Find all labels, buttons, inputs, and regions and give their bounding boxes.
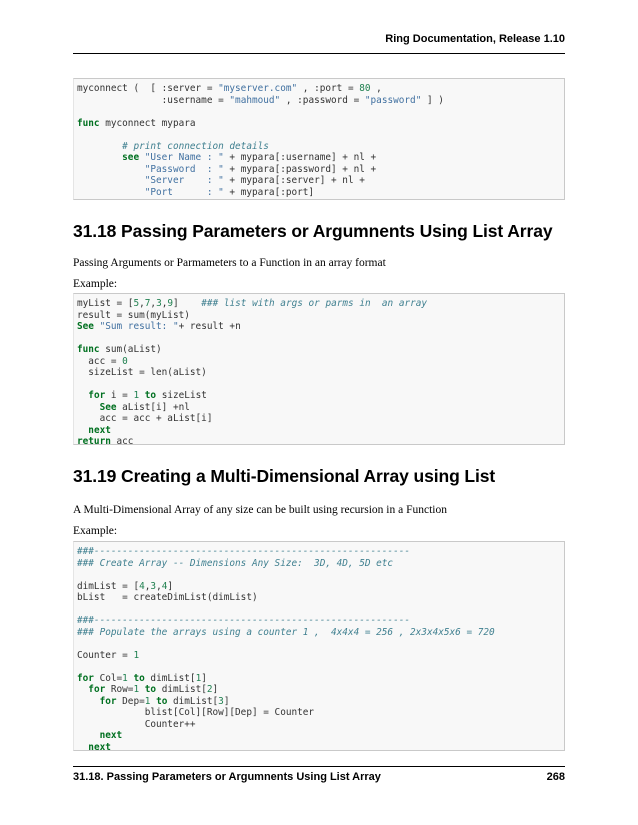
code-token: to: [144, 390, 157, 401]
code-token: for: [88, 390, 106, 401]
code-line: [77, 436, 133, 445]
code-token: See: [99, 401, 117, 413]
code-token: sizeList = len(aList): [77, 367, 207, 378]
code-line: [77, 118, 196, 129]
section-31-19-example-label: Example:: [73, 525, 118, 537]
code-line: [77, 83, 382, 94]
code-token: acc = acc + aList[i]: [77, 413, 213, 424]
code-line: [77, 650, 139, 661]
code-token: to: [144, 684, 157, 695]
code-token: ###--------------------------------------------------------: [77, 546, 411, 557]
code-line: [77, 298, 427, 309]
code-line: [77, 402, 190, 413]
code-token: ]: [201, 672, 207, 684]
code-token: 7: [144, 298, 151, 309]
code-token: [77, 402, 100, 413]
code-line: [77, 95, 444, 106]
code-token: result = sum(myList): [77, 309, 190, 321]
code-token: 1: [144, 695, 151, 707]
code-token: "myserver.com": [218, 83, 298, 94]
code-line: [77, 592, 258, 603]
header-rule: [73, 53, 565, 54]
code-line: [77, 742, 111, 752]
section-heading-31-18: 31.18 Passing Parameters or Argumnents Using List Array: [73, 221, 553, 241]
code-block-multi-dim-array[interactable]: [73, 541, 565, 751]
code-token: Row=: [105, 684, 134, 695]
code-token: Counter =: [77, 649, 134, 661]
code-token: ,: [150, 298, 157, 309]
code-line: [77, 696, 229, 707]
code-token: "password": [364, 94, 422, 106]
code-line: [77, 310, 190, 321]
code-token: see: [122, 152, 140, 163]
code-line: [77, 413, 212, 424]
code-token: [77, 164, 145, 175]
code-token: dimList[: [156, 684, 207, 695]
code-token: 1: [133, 390, 140, 401]
code-token: + result +n: [178, 321, 241, 332]
code-token: [77, 187, 145, 198]
code-token: dimList = [: [77, 580, 140, 592]
code-token: ,: [161, 298, 168, 309]
footer-section-title: 31.18. Passing Parameters or Argumnents Using List Array: [73, 771, 381, 783]
code-token: 1: [195, 672, 202, 684]
code-token: ]: [173, 298, 202, 309]
code-token: [77, 175, 145, 186]
code-line: [77, 175, 365, 186]
code-token: myconnect mypara: [99, 117, 196, 129]
running-header-title: Ring Documentation, Release 1.10: [385, 33, 565, 45]
code-token: 1: [133, 649, 140, 661]
code-token: aList[i] +nl: [116, 401, 190, 413]
code-token: + mypara[:username] + nl +: [223, 152, 377, 163]
code-token: [77, 152, 122, 163]
code-token: func: [77, 344, 100, 355]
code-token: ###--------------------------------------------------------: [77, 615, 411, 626]
code-line: [77, 581, 173, 592]
code-token: + mypara[:port]: [223, 186, 315, 198]
section-31-18-intro: Passing Arguments or Parmameters to a Function in an array format: [73, 257, 386, 269]
code-block-connection-params[interactable]: [73, 78, 565, 200]
code-line: [77, 141, 269, 152]
code-token: 3: [218, 695, 224, 707]
code-line: [77, 356, 128, 367]
code-token: [77, 141, 122, 152]
footer-page-number: 268: [546, 771, 565, 783]
code-token: for: [88, 684, 106, 695]
code-token: [77, 425, 88, 436]
code-token: acc =: [77, 355, 123, 367]
code-token: , :port =: [297, 83, 360, 94]
code-line: [77, 367, 207, 378]
code-token: See: [77, 321, 94, 332]
code-token: 4: [139, 580, 145, 592]
code-line: [77, 164, 376, 175]
code-token: 2: [206, 684, 213, 695]
code-token: "Port : ": [144, 186, 224, 198]
code-token: return: [77, 436, 111, 445]
code-line: [77, 673, 207, 684]
code-token: 3: [150, 580, 157, 592]
code-token: ,: [144, 580, 151, 592]
code-token: Counter++: [77, 718, 196, 730]
code-token: sizeList: [156, 390, 207, 401]
code-token: ]: [223, 695, 230, 707]
code-line: [77, 684, 218, 695]
code-token: + mypara[:password] + nl +: [223, 163, 377, 175]
code-token: [77, 390, 88, 401]
code-token: ,: [139, 298, 145, 309]
code-token: for: [99, 695, 117, 707]
code-token: # print connection details: [122, 140, 269, 152]
code-line: [77, 390, 207, 401]
code-token: 3: [156, 298, 162, 309]
code-token: 1: [122, 672, 128, 684]
code-token: "mahmoud": [229, 94, 281, 106]
code-token: bList = createDimList(dimList): [77, 592, 258, 603]
code-line: [77, 707, 314, 718]
section-31-18-example-label: Example:: [73, 278, 118, 290]
code-token: myconnect ( [ :server =: [77, 83, 219, 94]
code-token: i =: [105, 390, 134, 401]
code-token: blist[Col][Row][Dep] = Counter: [77, 707, 315, 718]
code-token: [77, 742, 88, 752]
code-token: ]: [212, 684, 219, 695]
code-line: [77, 615, 410, 626]
code-line: [77, 425, 111, 436]
code-token: + mypara[:server] + nl +: [223, 175, 365, 186]
code-line: [77, 152, 376, 163]
code-token: for: [77, 672, 94, 684]
code-token: , :password =: [280, 94, 365, 106]
code-token: 0: [122, 355, 128, 367]
code-token: ]: [167, 580, 174, 592]
code-block-list-sum[interactable]: [73, 293, 565, 445]
code-token: next: [88, 741, 111, 751]
code-token: Dep=: [116, 695, 145, 707]
code-line: [77, 730, 122, 741]
code-token: ,: [156, 580, 162, 592]
code-token: dimList[: [167, 695, 219, 707]
code-token: to: [133, 672, 145, 684]
code-token: "User Name : ": [144, 152, 224, 163]
code-line: [77, 627, 495, 638]
code-token: :username =: [77, 94, 230, 106]
code-line: [77, 546, 410, 557]
code-token: myList = [: [77, 298, 134, 309]
code-token: to: [156, 695, 168, 707]
code-token: "Password : ": [144, 163, 224, 175]
code-token: [77, 696, 100, 707]
code-token: 9: [167, 298, 174, 309]
code-token: ### Create Array -- Dimensions Any Size: 3D, 4D, 5D etc: [77, 557, 394, 569]
code-line: [77, 187, 314, 198]
code-line: [77, 344, 162, 355]
code-token: func: [77, 117, 100, 129]
code-token: acc: [110, 436, 134, 445]
code-token: "Server : ": [144, 175, 224, 186]
code-token: ] ): [421, 94, 444, 106]
code-token: [77, 730, 100, 741]
code-line: [77, 321, 241, 332]
code-token: ### list with args or parms in an array: [201, 298, 428, 309]
section-31-19-intro: A Multi-Dimensional Array of any size can be built using recursion in a Function: [73, 504, 447, 516]
code-token: sum(aList): [99, 344, 162, 355]
code-token: next: [88, 424, 111, 436]
section-heading-31-19: 31.19 Creating a Multi-Dimensional Array using List: [73, 466, 496, 486]
code-token: 4: [161, 580, 168, 592]
code-token: ,: [370, 83, 382, 94]
code-token: 1: [133, 684, 140, 695]
code-token: "Sum result: ": [99, 321, 179, 332]
code-token: Col=: [93, 672, 123, 684]
code-token: 5: [133, 298, 140, 309]
code-token: dimList[: [144, 672, 196, 684]
code-token: 80: [359, 83, 371, 94]
code-token: next: [99, 730, 123, 741]
code-line: [77, 719, 196, 730]
code-line: [77, 558, 393, 569]
code-token: [77, 684, 88, 695]
footer-rule: [73, 766, 565, 767]
code-token: ### Populate the arrays using a counter 1 , 4x4x4 = 256 , 2x3x4x5x6 = 720: [77, 626, 495, 638]
